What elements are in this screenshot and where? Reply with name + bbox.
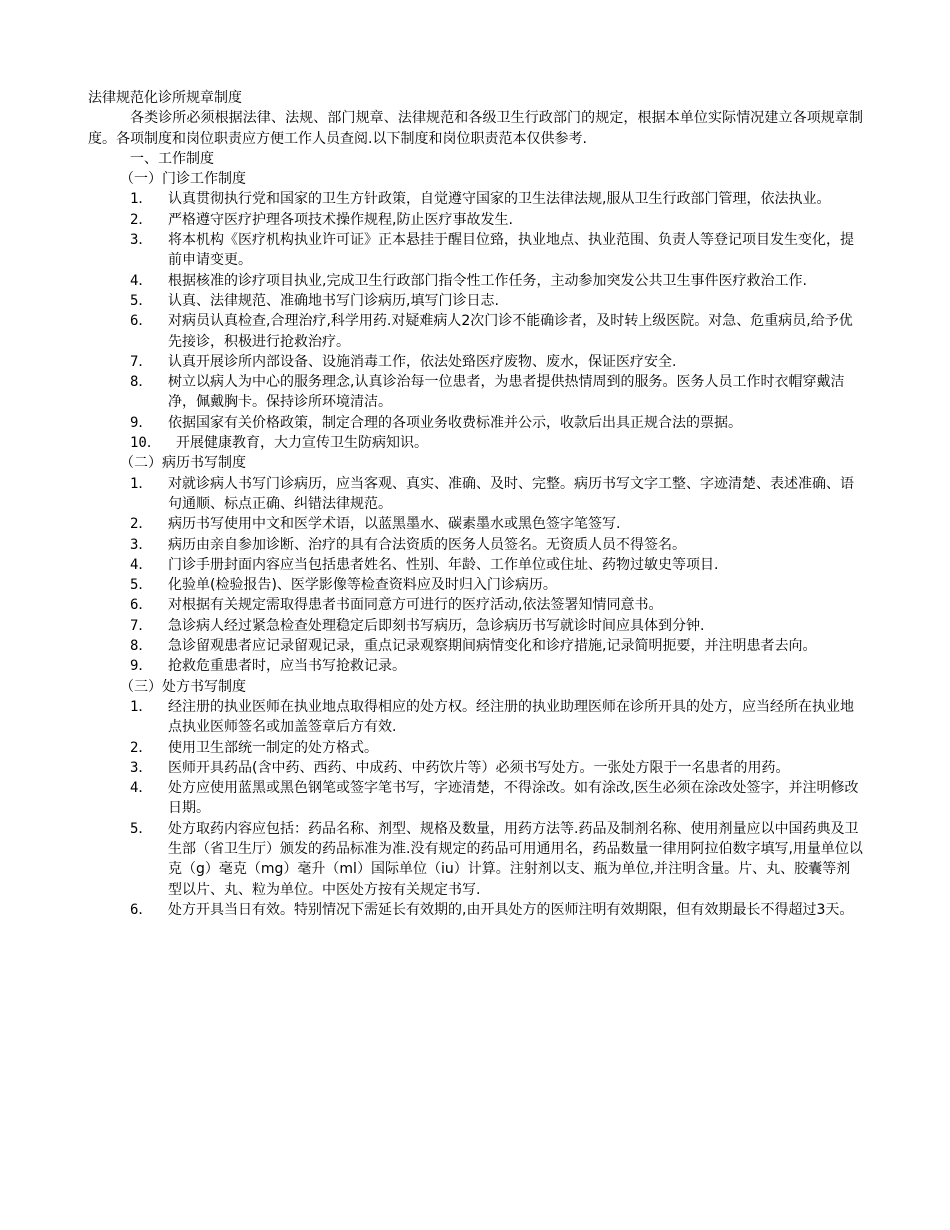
list-item: 4． 根据核准的诊疗项目执业,完成卫生行政部门指令性工作任务，主动参加突发公共卫生事件医疗救治工作.	[130, 272, 807, 289]
list-item: 4． 处方应使用蓝黑或黑色钢笔或签字笔书写，字迹清楚，不得涂改。如有涂改,医生必须在涂改处签字，并注明修改日期。	[130, 780, 859, 817]
list-item: 7． 急诊病人经过紧急检查处理稳定后即刻书写病历，急诊病历书写就诊时间应具体到分钟.	[130, 617, 705, 634]
subsection-heading-medical-records: （二）病历书写制度	[120, 455, 246, 472]
document-title: 法律规范化诊所规章制度	[88, 90, 242, 106]
list-item: 4． 门诊手册封面内容应当包括患者姓名、性别、年龄、工作单位或住址、药物过敏史等项目.	[130, 556, 719, 573]
subsection-heading-outpatient: （一）门诊工作制度	[120, 171, 246, 188]
list-item: 6． 对病员认真检查,合理治疗,科学用药.对疑难病人2次门诊不能确诊者，及时转上级医院。对急、危重病员,给予优先接诊，积极进行抢救治疗。	[130, 313, 853, 350]
list-item: 2． 严格遵守医疗护理各项技术操作规程,防止医疗事故发生.	[130, 211, 513, 228]
list-item: 9． 依据国家有关价格政策，制定合理的各项业务收费标准并公示，收款后出具正规合法的票据。	[130, 414, 742, 431]
list-item: 5． 化验单(检验报告)、医学影像等检查资料应及时归入门诊病历。	[130, 577, 557, 594]
list-item: 7． 认真开展诊所内部设备、设施消毒工作，依法处臵医疗废物、废水，保证医疗安全.	[130, 353, 677, 370]
list-item: 9． 抢救危重患者时，应当书写抢救记录。	[130, 658, 406, 675]
list-item: 3． 医师开具药品(含中药、西药、中成药、中药饮片等）必须书写处方。一张处方限于一名患者的用药。	[130, 759, 790, 776]
list-item: 1． 经注册的执业医师在执业地点取得相应的处方权。经注册的执业助理医师在诊所开具的处方，应当经所在执业地点执业医师签名或加盖签章后方有效.	[130, 698, 854, 736]
subsection-heading-prescriptions: （三）处方书写制度	[120, 678, 246, 695]
list-item: 10． 开展健康教育，大力宣传卫生防病知识。	[130, 435, 428, 452]
list-item: 6． 处方开具当日有效。特别情况下需延长有效期的,由开具处方的医师注明有效期限，但有效期最长不得超过3天。	[130, 901, 854, 918]
list-item: 6． 对根据有关规定需取得患者书面同意方可进行的医疗活动,依法签署知情同意书。	[130, 597, 663, 614]
list-item: 1． 认真贯彻执行党和国家的卫生方针政策，自觉遵守国家的卫生法律法规,服从卫生行政部门管理，依法执业。	[130, 191, 831, 208]
outpatient-rules-list	[88, 189, 863, 453]
list-item: 8． 急诊留观患者应记录留观记录，重点记录观察期间病情变化和诊疗措施,记录简明扼要，并注明患者去向。	[130, 638, 817, 655]
list-item: 5． 处方取药内容应包括：药品名称、剂型、规格及数量，用药方法等.药品及制剂名称、使用剂量应以中国药典及卫生部（省卫生厅）颁发的药品标准为准.没有规定的药品可用通用名，药品数量一律用阿拉伯数字填写,用量单位以克（g）毫克（mg）毫升（ml）国际单位（iu）计算。注射剂以支、瓶为单位,并注明含量。片、丸、胶囊等剂型以片、丸、粒为单位。中医处方按有关规定书写.	[130, 820, 863, 898]
list-item: 2． 病历书写使用中文和医学术语，以蓝黑墨水、碳素墨水或黑色签字笔签写.	[130, 516, 621, 533]
list-item: 3． 病历由亲自参加诊断、治疗的具有合法资质的医务人员签名。无资质人员不得签名。	[130, 536, 686, 553]
prescription-rules-list	[88, 697, 863, 920]
list-item: 1． 对就诊病人书写门诊病历，应当客观、真实、准确、及时、完整。病历书写文字工整、字迹清楚、表述准确、语句通顺、标点正确、纠错法律规范。	[130, 475, 854, 512]
intro-paragraph: 各类诊所必须根据法律、法规、部门规章、法律规范和各级卫生行政部门的规定，根据本单位实际情况建立各项规章制度。各项制度和岗位职责应方便工作人员查阅.以下制度和岗位职责范本仅供参考.	[88, 110, 863, 147]
list-item: 8． 树立以病人为中心的服务理念,认真诊治每一位患者，为患者提供热情周到的服务。医务人员工作时衣帽穿戴洁净，佩戴胸卡。保持诊所环境清洁。	[130, 374, 845, 411]
list-item: 3． 将本机构《医疗机构执业许可证》正本悬挂于醒目位臵，执业地点、执业范围、负责人等登记项目发生变化，提前申请变更。	[130, 232, 854, 269]
list-item: 2． 使用卫生部统一制定的处方格式。	[130, 739, 378, 756]
section-heading-work-rules: 一、工作制度	[130, 150, 214, 167]
medical-records-list	[88, 474, 863, 677]
document-body	[88, 88, 863, 920]
list-item: 5． 认真、法律规范、准确地书写门诊病历,填写门诊日志.	[130, 292, 499, 309]
